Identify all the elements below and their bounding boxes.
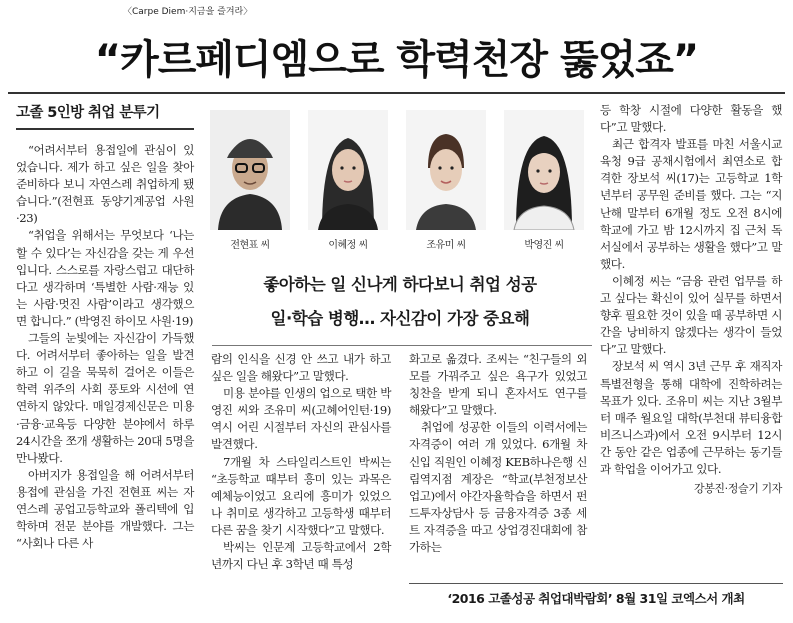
paragraph: 취업에 성공한 이들의 이력서에는 자격증이 여러 개 있었다. 6개월 차 신입 직원인 이혜정 KEB하나은행 신림역지점 계장은 “학교(부천정보산업고)에서 야간자율학습을 하면서 펀드투자상담사 등 금융자격증 3종 세트 자격증을 따고 상업경진대회에 참가하는 xyxy=(409,420,587,555)
photo-strip xyxy=(210,110,594,260)
portrait-woman-long-hair-icon xyxy=(308,110,388,230)
article-column-3 xyxy=(409,351,587,556)
deck-line: 좋아하는 일 신나게 하다보니 취업 성공 xyxy=(263,275,537,294)
deck-divider xyxy=(212,345,592,346)
kicker: 〈Carpe Diem·지금을 즐겨라〉 xyxy=(123,7,253,17)
portrait-man-cap-glasses-icon xyxy=(210,110,290,230)
paragraph: “어려서부터 용접일에 관심이 있었습니다. 제가 하고 싶은 일을 찾아 준비하다 보니 자연스레 취업하게 됐습니다.”(전현표 동양기계공업 사원·23) xyxy=(16,143,194,226)
subhead-divider xyxy=(16,128,194,130)
portrait-woman-tied-hair-icon xyxy=(406,110,486,230)
paragraph: 화고로 옮겼다. 조씨는 “친구들의 외모를 가꿔주고 싶은 욕구가 있었고 칭찬을 받게 되니 혼자서도 연구를 해왔다”고 말했다. xyxy=(409,352,587,418)
paragraph: “취업을 위해서는 무엇보다 ‘나는 할 수 있다’는 자신감을 갖는 게 우선입니다. 스스로를 자랑스럽고 대단하다고 생각하며 ‘특별한 사람·재능 있는 사람·멋진 사람’이라고 생각했으면 합니다.” (박영진 하이모 사원·19) xyxy=(16,228,194,328)
portrait-woman-bangs-icon xyxy=(504,110,584,230)
paragraph: 박씨는 인문계 고등학교에서 2학년까지 다닌 후 3학년 때 특성 xyxy=(211,540,391,572)
article-column-2 xyxy=(211,351,391,573)
paragraph: 등 학창 시절에 다양한 활동을 했다”고 말했다. xyxy=(600,103,782,135)
paragraph: 람의 인식을 신경 안 쓰고 내가 하고 싶은 일을 해왔다”고 말했다. xyxy=(211,352,391,384)
article-column-1 xyxy=(16,142,194,552)
byline: 강봉진·정슬기 기자 xyxy=(693,482,782,496)
section-subhead: 고졸 5인방 취업 분투기 xyxy=(16,105,160,121)
paragraph: 아버지가 용접일을 해 어려서부터 용접에 관심을 가진 전현표 씨는 자연스레 공업고등학교와 폴리텍에 입학하며 전문 분야를 개발했다. 그는 “사회나 다른 사 xyxy=(16,467,194,551)
photo-caption: 이혜정 씨 xyxy=(328,240,368,251)
deck-line: 일·학습 병행… 자신감이 가장 중요해 xyxy=(270,309,530,328)
article-column-4 xyxy=(600,102,782,497)
deck-subtitle xyxy=(200,268,600,336)
paragraph: 장보석 씨 역시 3년 근무 후 재직자특별전형을 통해 대학에 진학하려는 목표가 있다. 조유미 씨는 지난 3월부터 매주 월요일 대학(부천대 뷰티융합비즈니스과)에서 오전 9시부터 12시간 동안 같은 업종에 근무하는 동기들과 학업을 이어가고 있다. xyxy=(600,359,782,476)
photo-caption: 전현표 씨 xyxy=(230,240,270,251)
paragraph: 7개월 차 스타일리스트인 박씨는 “초등학교 때부터 흥미 있는 과목은 예체능이었고 요리에 흥미가 있었으나 취미로 생각하고 고등학생 때부터 다른 꿈을 찾기 시작했다”고 말했다. xyxy=(211,454,391,537)
paragraph: 이혜정 씨는 “금융 관련 업무를 하고 싶다는 확신이 있어 실무를 하면서 향후 필요한 것이 있을 때 공부하면 시간을 낭비하지 않겠다는 생각이 들었다”고 말했다. xyxy=(600,273,782,357)
paragraph: 그들의 눈빛에는 자신감이 가득했다. 어려서부터 좋아하는 일을 발견하고 이 길을 묵묵히 걸어온 이들은 학력 위주의 사회 풍토와 시선에 연연하지 않았다. 매일경제신문은 미용·금융·교육등 다양한 분야에서 하루 24시간을 쪼개 생활하는 20대 5명을 만나봤다. xyxy=(16,331,194,465)
paragraph: 최근 합격자 발표를 마친 서울시교육청 9급 공채시험에서 최연소로 합격한 장보석 씨(17)는 고등학교 1학년부터 공무원 준비를 했다. 그는 “지난해 말부터 6개월 정도 오전 8시에 학교에 가고 밤 12시까지 집 근처 독서실에서 공부하는 생활을 했다”고 말했다. xyxy=(600,137,782,271)
photo-caption: 박영진 씨 xyxy=(524,240,564,251)
page-title: “카르페디엠으로 학력천장 뚫었죠” xyxy=(94,37,699,83)
photo-caption: 조유미 씨 xyxy=(426,240,466,251)
paragraph: 미용 분야를 인생의 업으로 택한 박영진 씨와 조유미 씨(고혜어인턴·19) 역시 어린 시절부터 자신의 관심사를 발견했다. xyxy=(211,386,391,452)
event-notice: ‘2016 고졸성공 취업대박람회’ 8월 31일 코엑스서 개최 xyxy=(447,591,745,606)
headline-divider xyxy=(8,92,785,94)
footer-divider xyxy=(409,583,783,584)
